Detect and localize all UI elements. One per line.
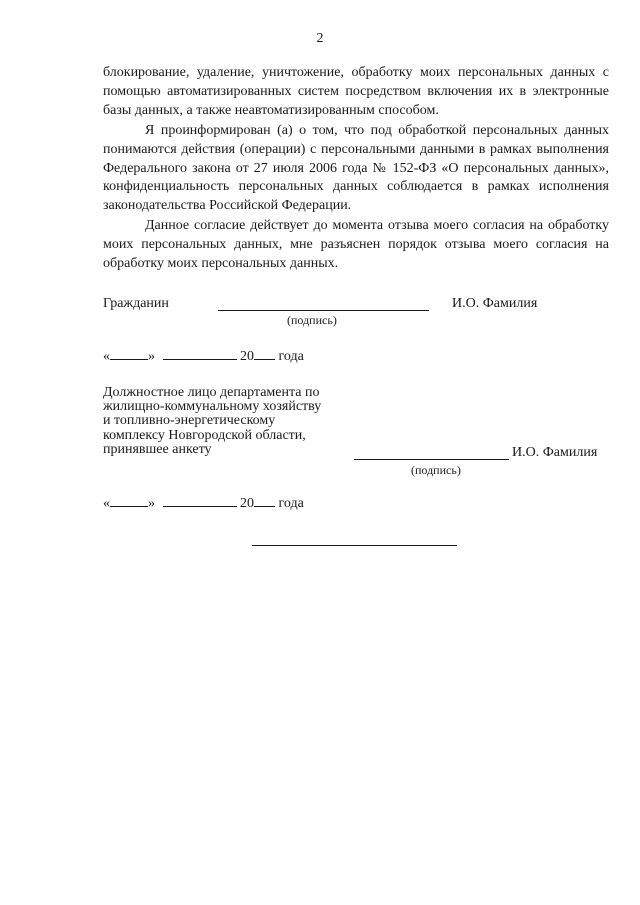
date-open-quote: «: [103, 496, 110, 511]
citizen-signature-caption: (подпись): [287, 313, 337, 327]
official-line: и топливно-энергетическому: [103, 413, 276, 429]
official-line: комплексу Новгородской области,: [103, 427, 306, 443]
year-blank[interactable]: [254, 494, 275, 507]
citizen-signature-line[interactable]: [218, 310, 429, 311]
citizen-name: И.О. Фамилия: [452, 296, 538, 311]
date-row-official: [103, 494, 304, 512]
official-line: принявшее анкету: [103, 441, 212, 457]
page-number: 2: [316, 31, 324, 46]
year-prefix: 20: [240, 496, 254, 511]
official-line: жилищно-коммунальному хозяйству: [103, 399, 322, 415]
date-suffix: года: [278, 496, 304, 511]
paragraph-text: блокирование, удаление, уничтожение, обработку моих персональных данных с помощью автоматизированных систем посредством включения их в электронные базы данных, а также неавтоматизированным способом.: [103, 65, 609, 118]
paragraph-informed-consent: [103, 122, 609, 216]
date-suffix: года: [278, 349, 304, 364]
official-name: И.О. Фамилия: [512, 445, 598, 460]
citizen-label: Гражданин: [103, 296, 169, 311]
day-blank[interactable]: [110, 494, 148, 507]
month-blank[interactable]: [163, 347, 237, 360]
year-blank[interactable]: [254, 347, 275, 360]
paragraph-text: Я проинформирован (а) о том, что под обработкой персональных данных понимаются действия (операции) с персональными данными в рамках выполнения Федерального закона от 27 июля 2006 года № 152-ФЗ «О персональных данных», конфиденциальность персональных данных соблюдается в рамках исполнения законодательства Российской Федерации.: [103, 123, 609, 214]
official-signature-line[interactable]: [354, 459, 509, 460]
date-row-citizen: [103, 347, 304, 365]
paragraph-processing-methods: [103, 64, 609, 120]
date-close-quote: »: [148, 349, 155, 364]
month-blank[interactable]: [163, 494, 237, 507]
year-prefix: 20: [240, 349, 254, 364]
paragraph-text: Данное согласие действует до момента отзыва моего согласия на обработку моих персональных данных, мне разъяснен порядок отзыва моего согласия на обработку моих персональных данных.: [103, 218, 609, 271]
official-line: Должностное лицо департамента по: [103, 385, 320, 400]
date-close-quote: »: [148, 496, 155, 511]
official-signature-caption: (подпись): [411, 463, 461, 477]
official-description: [103, 386, 363, 457]
date-open-quote: «: [103, 349, 110, 364]
closing-divider: [252, 545, 457, 546]
paragraph-consent-validity: [103, 217, 609, 273]
day-blank[interactable]: [110, 347, 148, 360]
